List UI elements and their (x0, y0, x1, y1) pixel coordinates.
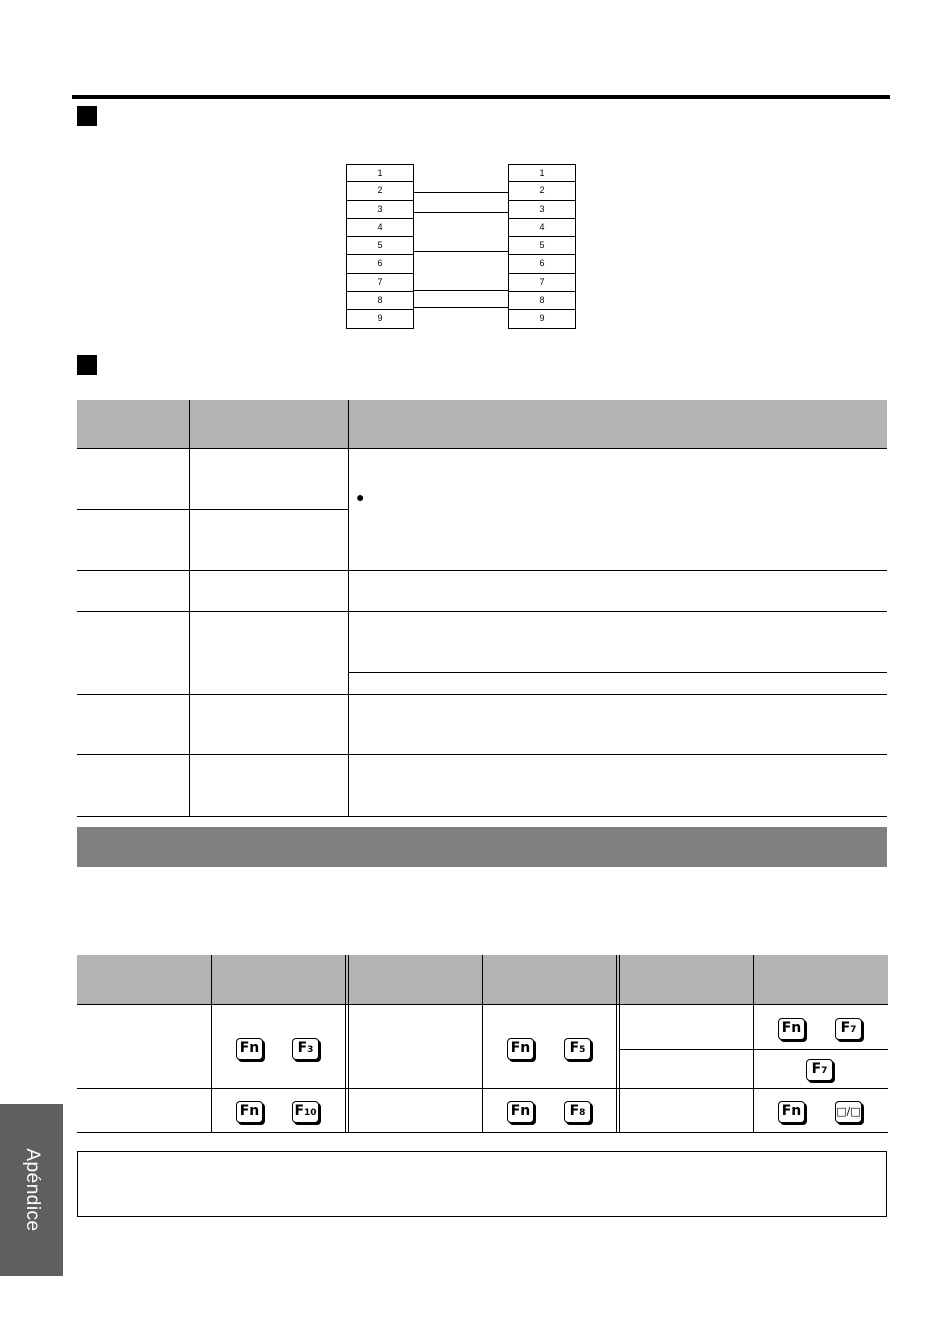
side-tab-label: Apéndice (21, 1148, 43, 1232)
left-pin: 7 (346, 274, 414, 292)
left-pin: 3 (346, 201, 414, 219)
wire-2-2 (414, 192, 508, 193)
row-divider (77, 570, 887, 571)
section-marker-square (77, 106, 97, 126)
display-toggle-key: □/□ (835, 1101, 862, 1123)
left-pin: 2 (346, 182, 414, 200)
right-pin: 7 (508, 274, 576, 292)
right-pin: 2 (508, 182, 576, 200)
wire-8-8 (414, 307, 508, 308)
f7-key: F7 (835, 1018, 862, 1040)
right-pin: 9 (508, 310, 576, 328)
fn-key: Fn (507, 1038, 534, 1060)
row-divider (77, 448, 887, 449)
column-divider (619, 955, 620, 1133)
column-divider (753, 955, 754, 1133)
pin-diagram (346, 164, 578, 340)
side-tab (0, 1104, 63, 1276)
left-pin: 5 (346, 237, 414, 255)
wire-5-5 (414, 251, 508, 252)
column-divider (345, 955, 346, 1133)
left-pin: 6 (346, 255, 414, 273)
f10-key: F10 (292, 1101, 319, 1123)
column-divider (348, 955, 349, 1133)
column-divider (211, 955, 212, 1133)
row-divider (77, 509, 349, 510)
top-rule (72, 95, 890, 99)
left-pin: 1 (346, 164, 414, 182)
fn-key: Fn (507, 1101, 534, 1123)
right-pin: 4 (508, 219, 576, 237)
right-pin: 5 (508, 237, 576, 255)
note-box (77, 1151, 887, 1217)
right-pin: 3 (508, 201, 576, 219)
control-table (77, 400, 887, 817)
left-pin: 9 (346, 310, 414, 328)
section-bar (77, 827, 887, 867)
f5-key: F5 (564, 1038, 591, 1060)
fn-key: Fn (778, 1018, 805, 1040)
f7-key: F7 (806, 1059, 833, 1081)
shortcut-table (77, 955, 888, 1133)
row-divider (77, 754, 887, 755)
right-connector (508, 164, 576, 329)
bullet: ● (356, 489, 365, 505)
row-divider (77, 816, 887, 817)
right-pin: 6 (508, 255, 576, 273)
wire-7-7 (414, 290, 508, 291)
row-divider (77, 694, 887, 695)
row-divider (77, 611, 887, 612)
left-connector (346, 164, 414, 329)
fn-key: Fn (236, 1101, 263, 1123)
f3-key: F3 (292, 1038, 319, 1060)
table-header (77, 400, 887, 449)
f8-key: F8 (564, 1101, 591, 1123)
fn-key: Fn (778, 1101, 805, 1123)
section-marker-square (77, 355, 97, 375)
left-pin: 4 (346, 219, 414, 237)
column-divider (616, 955, 617, 1133)
row-divider (349, 672, 887, 673)
left-pin: 8 (346, 292, 414, 310)
fn-key: Fn (236, 1038, 263, 1060)
wire-3-3 (414, 212, 508, 213)
right-pin: 1 (508, 164, 576, 182)
column-divider (482, 955, 483, 1133)
right-pin: 8 (508, 292, 576, 310)
